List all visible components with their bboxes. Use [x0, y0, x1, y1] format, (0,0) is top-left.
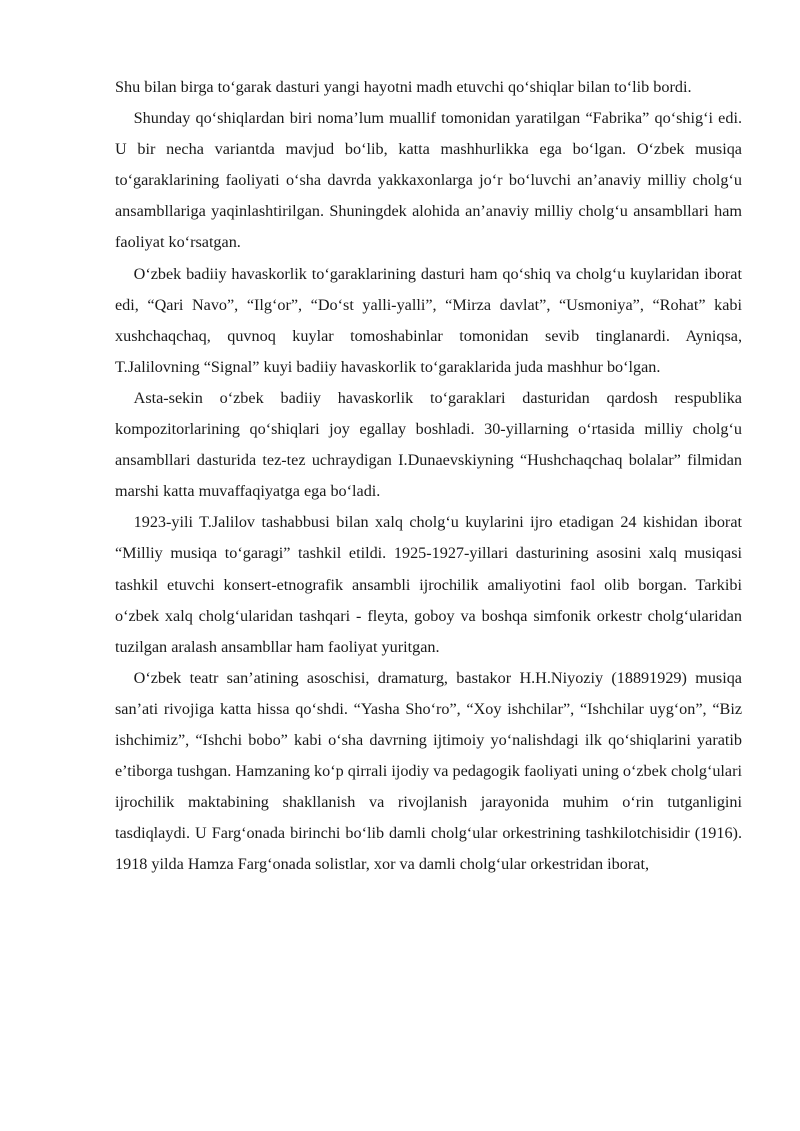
paragraph-hamza-niyoziy: O‘zbek teatr san’atining asoschisi, dramaturg, bastakor H.H.Niyoziy (18891929) musiqa san’ati rivojiga katta hissa qo‘shdi. “Yasha Sho‘ro”, “Xoy ishchilar”, “Ishchilar uyg‘on”, “Biz ishchimiz”, “Ishchi bobo” kabi o‘sha davrning ijtimoiy yo‘nalishdagi ilk qo‘shiqlarini yaratib e’tiborga tushgan. Hamzaning ko‘p qirrali ijodiy va pedagogik faoliyati uning o‘zbek cholg‘ulari ijrochilik maktabining shakllanish va rivojlanish jarayonida muhim o‘rin tutganligini tasdiqlaydi. U Farg‘onada birinchi bo‘lib damli cholg‘ular orkestrining tashkilotchisidir (1916). 1918 yilda Hamza Farg‘onada solistlar, xor va damli cholg‘ular orkestridan iborat, — [115, 668, 742, 874]
paragraph-amateur-repertoire: O‘zbek badiiy havaskorlik to‘garaklarining dasturi ham qo‘shiq va cholg‘u kuylaridan iborat edi, “Qari Navo”, “Ilg‘or”, “Do‘st yalli-yalli”, “Mirza davlat”, “Usmoniya”, “Rohat” kabi xushchaqchaq, quvnoq kuylar tomoshabinlar tomonidan sevib tinglanardi. Ayniqsa, T.Jalilovning “Signal” kuyi badiiy havaskorlik to‘garaklarida juda mashhur bo‘lgan. — [115, 264, 742, 376]
paragraph-composers-songs: Asta-sekin o‘zbek badiiy havaskorlik to‘garaklari dasturidan qardosh respublika kompozitorlarining qo‘shiqlari joy egallay boshladi. 30-yillarning o‘rtasida milliy cholg‘u ansambllari dasturida tez-tez uchraydigan I.Dunaevskiyning “Hushchaqchaq bolalar” filmidan marshi katta muvaffaqiyatga ega bo‘ladi. — [115, 388, 742, 501]
document-page — [115, 72, 742, 880]
paragraph-continuation: Shu bilan birga to‘garak dasturi yangi hayotni madh etuvchi qo‘shiqlar bilan to‘lib bordi. — [115, 78, 692, 96]
paragraph-fabrika-song: Shunday qo‘shiqlardan biri noma’lum muallif tomonidan yaratilgan “Fabrika” qo‘shig‘i edi. U bir necha variantda mavjud bo‘lib, katta mashhurlikka ega bo‘lgan. O‘zbek musiqa to‘garaklarining faoliyati o‘sha davrda yakkaxonlarga jo‘r bo‘luvchi an’anaviy milliy cholg‘u ansambllariga yaqinlashtirilgan. Shuningdek alohida an’anaviy milliy cholg‘u ansambllari ham faoliyat ko‘rsatgan. — [115, 109, 742, 252]
paragraph-national-music-circle: 1923-yili T.Jalilov tashabbusi bilan xalq cholg‘u kuylarini ijro etadigan 24 kishidan iborat “Milliy musiqa to‘garagi” tashkil etildi. 1925-1927-yillari dasturining asosini xalq musiqasi tashkil etuvchi konsert-etnografik ansambli ijrochilik amaliyotini faol olib borgan. Tarkibi o‘zbek xalq cholg‘ularidan tashqari - fleyta, goboy va boshqa simfonik orkestr cholg‘ularidan tuzilgan aralash ansambllar ham faoliyat yuritgan. — [115, 513, 742, 656]
